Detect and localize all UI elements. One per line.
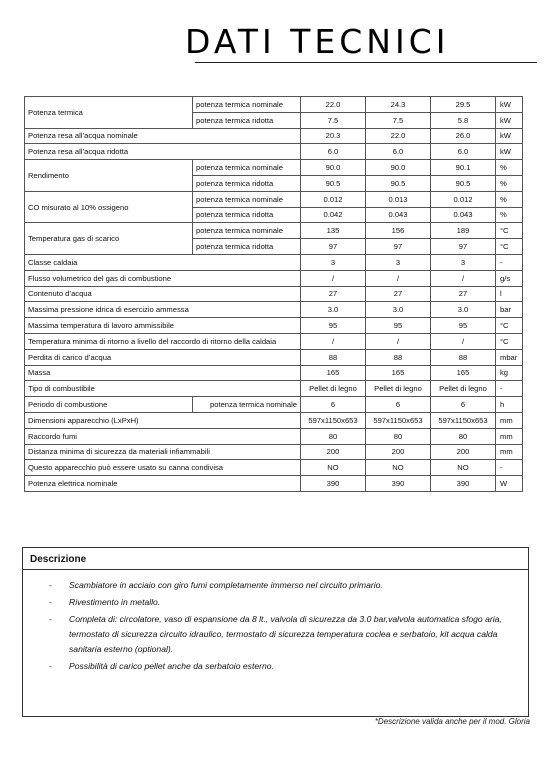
value-cell: 390	[301, 476, 366, 492]
row-sublabel: potenza termica ridotta	[193, 239, 301, 255]
row-sublabel: potenza termica nominale	[193, 191, 301, 207]
unit-cell: -	[496, 460, 523, 476]
row-sublabel: potenza termica nominale	[193, 397, 301, 413]
table-row	[25, 270, 523, 286]
value-cell: 97	[366, 239, 431, 255]
description-heading: Descrizione	[23, 548, 528, 570]
row-label: Potenza resa all’acqua nominale	[25, 128, 301, 144]
value-cell: 95	[301, 318, 366, 334]
value-cell: /	[366, 333, 431, 349]
description-list	[23, 578, 528, 674]
unit-cell: bar	[496, 302, 523, 318]
row-sublabel: potenza termica ridotta	[193, 175, 301, 191]
list-item: - Scambiatore in acciaio con giro fumi completamente immerso nel circuito primario.	[23, 578, 528, 593]
row-label: Rendimento	[25, 160, 193, 192]
unit-cell: l	[496, 286, 523, 302]
value-cell: 90.0	[301, 160, 366, 176]
value-cell: 26.0	[431, 128, 496, 144]
value-cell: NO	[431, 460, 496, 476]
table-row	[25, 144, 523, 160]
value-cell: 0.012	[301, 191, 366, 207]
row-label: Temperatura gas di scarico	[25, 223, 193, 255]
row-label: Dimensioni apparecchio (LxPxH)	[25, 412, 301, 428]
bullet: -	[49, 580, 52, 590]
value-cell: 3	[301, 254, 366, 270]
table-row	[25, 97, 523, 113]
value-cell: 165	[301, 365, 366, 381]
unit-cell: %	[496, 160, 523, 176]
value-cell: 27	[301, 286, 366, 302]
value-cell: NO	[366, 460, 431, 476]
value-cell: 3.0	[366, 302, 431, 318]
row-sublabel: potenza termica ridotta	[193, 112, 301, 128]
value-cell: 200	[301, 444, 366, 460]
table-row	[25, 333, 523, 349]
value-cell: 390	[431, 476, 496, 492]
row-label: Questo apparecchio può essere usato su canna condivisa	[25, 460, 301, 476]
value-cell: /	[431, 333, 496, 349]
footnote: *Descrizione valida anche per il mod. Gloria	[374, 717, 530, 726]
unit-cell: W	[496, 476, 523, 492]
title-underline	[195, 62, 537, 63]
value-cell: 95	[366, 318, 431, 334]
unit-cell: mm	[496, 412, 523, 428]
value-cell: 88	[301, 349, 366, 365]
value-cell: 6.0	[301, 144, 366, 160]
unit-cell: h	[496, 397, 523, 413]
unit-cell: °C	[496, 318, 523, 334]
table-row	[25, 191, 523, 207]
value-cell: /	[301, 270, 366, 286]
row-label: Temperatura minima di ritorno a livello del raccordo di ritorno della caldaia	[25, 333, 301, 349]
value-cell: 97	[431, 239, 496, 255]
row-label: Perdita di carico d’acqua	[25, 349, 301, 365]
row-label: Periodo di combustione	[25, 397, 193, 413]
bullet: -	[49, 614, 52, 624]
table-row	[25, 160, 523, 176]
unit-cell: mm	[496, 444, 523, 460]
unit-cell: mm	[496, 428, 523, 444]
value-cell: 165	[366, 365, 431, 381]
value-cell: /	[301, 333, 366, 349]
row-label: Classe caldaia	[25, 254, 301, 270]
unit-cell: kW	[496, 128, 523, 144]
row-label: Contenuto d’acqua	[25, 286, 301, 302]
bullet: -	[49, 597, 52, 607]
row-label: Massa	[25, 365, 301, 381]
unit-cell: %	[496, 191, 523, 207]
value-cell: 0.042	[301, 207, 366, 223]
unit-cell: -	[496, 254, 523, 270]
value-cell: 27	[366, 286, 431, 302]
table-row	[25, 349, 523, 365]
value-cell: 165	[431, 365, 496, 381]
bullet: -	[49, 661, 52, 671]
value-cell: 0.043	[431, 207, 496, 223]
value-cell: /	[431, 270, 496, 286]
table-row	[25, 128, 523, 144]
value-cell: 5.8	[431, 112, 496, 128]
value-cell: Pellet di legno	[431, 381, 496, 397]
value-cell: 80	[301, 428, 366, 444]
value-cell: 390	[366, 476, 431, 492]
value-cell: 0.013	[366, 191, 431, 207]
value-cell: 597x1150x653	[301, 412, 366, 428]
value-cell: 27	[431, 286, 496, 302]
value-cell: 3	[431, 254, 496, 270]
table-row	[25, 444, 523, 460]
description-box	[22, 547, 529, 717]
value-cell: 135	[301, 223, 366, 239]
value-cell: 90.5	[366, 175, 431, 191]
value-cell: 0.043	[366, 207, 431, 223]
value-cell: 88	[366, 349, 431, 365]
value-cell: 3	[366, 254, 431, 270]
value-cell: 597x1150x653	[431, 412, 496, 428]
value-cell: 22.0	[301, 97, 366, 113]
row-label: Potenza resa all’acqua ridotta	[25, 144, 301, 160]
table-row	[25, 381, 523, 397]
value-cell: 90.1	[431, 160, 496, 176]
unit-cell: %	[496, 175, 523, 191]
row-sublabel: potenza termica ridotta	[193, 207, 301, 223]
value-cell: Pellet di legno	[301, 381, 366, 397]
unit-cell: kg	[496, 365, 523, 381]
row-label: CO misurato al 10% ossigeno	[25, 191, 193, 223]
unit-cell: -	[496, 381, 523, 397]
row-label: Tipo di combustibile	[25, 381, 301, 397]
row-sublabel: potenza termica nominale	[193, 160, 301, 176]
value-cell: 80	[431, 428, 496, 444]
table-row	[25, 286, 523, 302]
unit-cell: °C	[496, 239, 523, 255]
table-row	[25, 428, 523, 444]
list-item: - Rivestimento in metallo.	[23, 595, 528, 610]
value-cell: 80	[366, 428, 431, 444]
value-cell: 97	[301, 239, 366, 255]
table-row	[25, 365, 523, 381]
unit-cell: mbar	[496, 349, 523, 365]
row-sublabel: potenza termica nominale	[193, 97, 301, 113]
unit-cell: %	[496, 207, 523, 223]
value-cell: NO	[301, 460, 366, 476]
value-cell: 6.0	[431, 144, 496, 160]
value-cell: 200	[366, 444, 431, 460]
row-label: Potenza elettrica nominale	[25, 476, 301, 492]
value-cell: 90.5	[431, 175, 496, 191]
table-row	[25, 254, 523, 270]
table-row	[25, 412, 523, 428]
list-item: - Completa di: circolatore, vaso di espansione da 8 lt., valvola di sicurezza da 3.0 bar,valvola automatica sfogo aria, termostato di sicurezza circuito idraulico, termostato di sicurezza temperatura coclea e serbatoio, kit acqua calda sanitaria esterno (optional).	[49, 614, 502, 654]
row-label: Massima pressione idrica di esercizio ammessa	[25, 302, 301, 318]
value-cell: 3.0	[301, 302, 366, 318]
row-sublabel: potenza termica nominale	[193, 223, 301, 239]
value-cell: 6	[366, 397, 431, 413]
value-cell: Pellet di legno	[366, 381, 431, 397]
value-cell: 156	[366, 223, 431, 239]
row-label: Raccordo fumi	[25, 428, 301, 444]
list-item: - Possibilità di carico pellet anche da serbatoio esterno.	[23, 659, 528, 674]
table-row	[25, 476, 523, 492]
unit-cell: kW	[496, 112, 523, 128]
value-cell: 88	[431, 349, 496, 365]
value-cell: 20.3	[301, 128, 366, 144]
unit-cell: °C	[496, 223, 523, 239]
value-cell: 0.012	[431, 191, 496, 207]
value-cell: 189	[431, 223, 496, 239]
value-cell: 6	[431, 397, 496, 413]
unit-cell: °C	[496, 333, 523, 349]
table-row	[25, 397, 523, 413]
value-cell: 95	[431, 318, 496, 334]
page-title: DATI TECNICI	[185, 22, 450, 61]
value-cell: 6.0	[366, 144, 431, 160]
value-cell: 90.0	[366, 160, 431, 176]
value-cell: 7.5	[301, 112, 366, 128]
value-cell: 7.5	[366, 112, 431, 128]
value-cell: 29.5	[431, 97, 496, 113]
row-label: Massima temperatura di lavoro ammissibile	[25, 318, 301, 334]
table-row	[25, 223, 523, 239]
value-cell: 22.0	[366, 128, 431, 144]
unit-cell: kW	[496, 97, 523, 113]
value-cell: 90.5	[301, 175, 366, 191]
technical-data-table	[24, 96, 523, 492]
value-cell: 200	[431, 444, 496, 460]
row-label: Flusso volumetrico del gas di combustione	[25, 270, 301, 286]
row-label: Potenza termica	[25, 97, 193, 129]
unit-cell: g/s	[496, 270, 523, 286]
table-row	[25, 318, 523, 334]
value-cell: 24.3	[366, 97, 431, 113]
table-row	[25, 460, 523, 476]
table-row	[25, 302, 523, 318]
value-cell: 597x1150x653	[366, 412, 431, 428]
unit-cell: kW	[496, 144, 523, 160]
value-cell: 3.0	[431, 302, 496, 318]
value-cell: /	[366, 270, 431, 286]
value-cell: 6	[301, 397, 366, 413]
row-label: Distanza minima di sicurezza da materiali infiammabili	[25, 444, 301, 460]
